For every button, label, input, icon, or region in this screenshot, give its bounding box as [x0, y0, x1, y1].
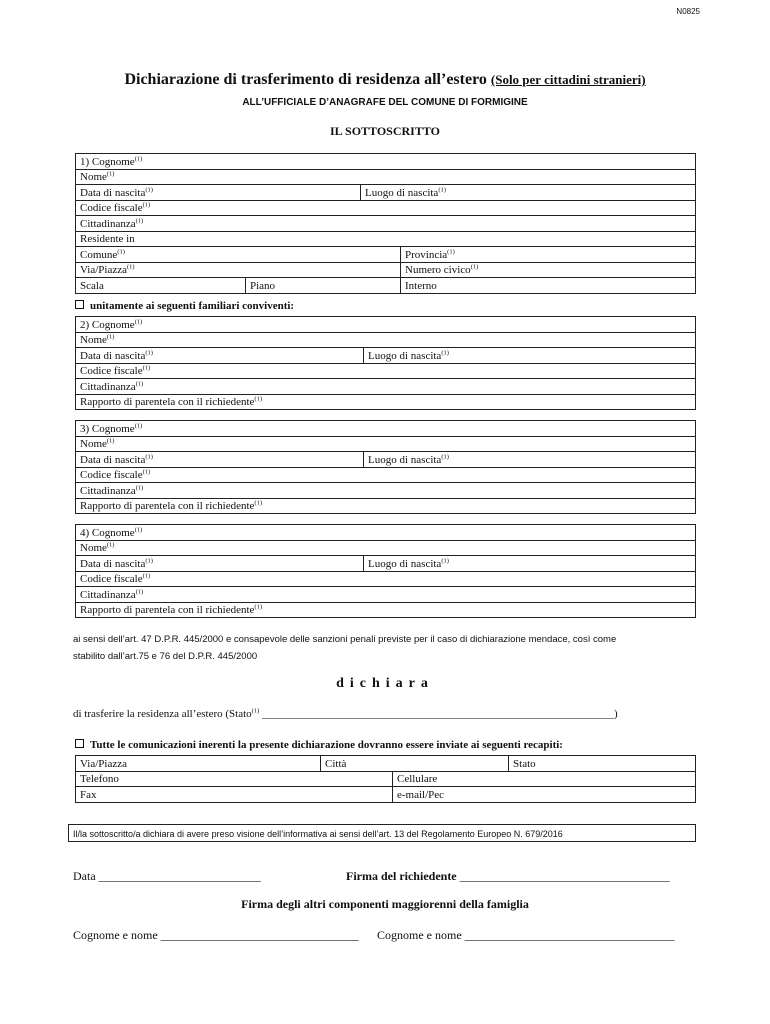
firma-altri-heading: Firma degli altri componenti maggiorenni della famiglia	[241, 897, 529, 911]
field-telefono[interactable]: Telefono	[76, 771, 393, 787]
field-via-piazza[interactable]: Via/Piazza	[76, 756, 321, 772]
field-cognome[interactable]: 3) Cognome$^{(1)}$	[76, 421, 696, 437]
field-via-piazza[interactable]: Via/Piazza$^{(1)}$	[76, 262, 401, 278]
field-fax[interactable]: Fax	[76, 787, 393, 803]
field-codice-fiscale[interactable]: Codice fiscale$^{(1)}$	[76, 467, 696, 483]
data-field[interactable]: Data ___________________________	[73, 869, 261, 883]
checkbox-icon[interactable]	[75, 739, 84, 748]
field-rapporto-parentela[interactable]: Rapporto di parentela con il richiedente$^{(1)}$	[76, 602, 696, 618]
firma-label: Firma del richiedente	[346, 869, 457, 883]
field-nome[interactable]: Nome$^{(1)}$	[76, 332, 696, 348]
field-nome[interactable]: Nome$^{(1)}$	[76, 169, 696, 185]
document-code: N0825	[676, 7, 700, 16]
field-data-nascita[interactable]: Data di nascita$^{(1)}$	[76, 185, 361, 201]
field-interno[interactable]: Interno	[401, 278, 696, 294]
field-codice-fiscale[interactable]: Codice fiscale$^{(1)}$	[76, 571, 696, 587]
member-table-4	[75, 524, 696, 618]
stato-field[interactable]: ________________________________________________________________)	[262, 708, 618, 720]
section-heading-sottoscritto: IL SOTTOSCRITTO	[330, 124, 440, 138]
field-comune[interactable]: Comune$^{(1)}$	[76, 247, 401, 263]
field-codice-fiscale[interactable]: Codice fiscale$^{(1)}$	[76, 200, 696, 216]
field-email[interactable]: e-mail/Pec	[393, 787, 696, 803]
field-luogo-nascita[interactable]: Luogo di nascita$^{(1)}$	[361, 185, 696, 201]
cognome-nome-field-1[interactable]: Cognome e nome _________________________________	[73, 928, 359, 942]
applicant-table	[75, 153, 696, 294]
field-cittadinanza[interactable]: Cittadinanza$^{(1)}$	[76, 379, 696, 395]
field-piano[interactable]: Piano	[246, 278, 401, 294]
field-luogo-nascita[interactable]: Luogo di nascita$^{(1)}$	[364, 452, 696, 468]
field-data-nascita[interactable]: Data di nascita$^{(1)}$	[76, 348, 364, 364]
field-cittadinanza[interactable]: Cittadinanza$^{(1)}$	[76, 216, 696, 232]
legal-line-2: stabilito dall’art.75 e 76 del D.P.R. 445/2000	[73, 651, 258, 662]
firma-richiedente	[346, 869, 670, 884]
field-scala[interactable]: Scala	[76, 278, 246, 294]
field-codice-fiscale[interactable]: Codice fiscale$^{(1)}$	[76, 363, 696, 379]
field-provincia[interactable]: Provincia$^{(1)}$	[401, 247, 696, 263]
field-cognome[interactable]: 4) Cognome$^{(1)}$	[76, 525, 696, 541]
familiari-heading: unitamente ai seguenti familiari conviventi:	[75, 300, 294, 312]
member-table-2	[75, 316, 696, 410]
member-table-3	[75, 420, 696, 514]
label-residente: Residente in	[76, 231, 696, 247]
field-cognome[interactable]: 1) Cognome$^{(1)}$	[76, 154, 696, 170]
title-main: Dichiarazione di trasferimento di residenza all’estero	[124, 71, 487, 88]
cognome-nome-field-2[interactable]: Cognome e nome ___________________________________	[377, 928, 675, 942]
checkbox-icon[interactable]	[75, 300, 84, 309]
dichiara-heading: dichiara	[336, 676, 434, 691]
field-rapporto-parentela[interactable]: Rapporto di parentela con il richiedente$^{(1)}$	[76, 394, 696, 410]
field-cittadinanza[interactable]: Cittadinanza$^{(1)}$	[76, 483, 696, 499]
field-rapporto-parentela[interactable]: Rapporto di parentela con il richiedente$^{(1)}$	[76, 498, 696, 514]
field-cittadinanza[interactable]: Cittadinanza$^{(1)}$	[76, 587, 696, 603]
firma-line[interactable]: ___________________________________	[459, 869, 670, 883]
privacy-statement: Il/la sottoscritto/a dichiara di avere preso visione dell’informativa ai sensi dell’art. 13 del Regolamento Europeo N. 679/2016	[68, 824, 696, 842]
field-cognome[interactable]: 2) Cognome$^{(1)}$	[76, 317, 696, 333]
legal-statement	[73, 631, 703, 665]
field-numero-civico[interactable]: Numero civico$^{(1)}$	[401, 262, 696, 278]
field-citta[interactable]: Città	[321, 756, 509, 772]
field-data-nascita[interactable]: Data di nascita$^{(1)}$	[76, 556, 364, 572]
field-nome[interactable]: Nome$^{(1)}$	[76, 436, 696, 452]
field-luogo-nascita[interactable]: Luogo di nascita$^{(1)}$	[364, 348, 696, 364]
field-cellulare[interactable]: Cellulare	[393, 771, 696, 787]
page-title	[0, 71, 770, 89]
field-nome[interactable]: Nome$^{(1)}$	[76, 540, 696, 556]
contacts-table	[75, 755, 696, 803]
field-data-nascita[interactable]: Data di nascita$^{(1)}$	[76, 452, 364, 468]
title-sub: (Solo per cittadini stranieri)	[490, 72, 646, 87]
transfer-statement: di trasferire la residenza all’estero (Stato$^{(1)}$ ________________________________________________________________)	[73, 707, 618, 720]
addressee: ALL’UFFICIALE D’ANAGRAFE DEL COMUNE DI FORMIGINE	[242, 97, 528, 108]
field-stato[interactable]: Stato	[509, 756, 696, 772]
comunicazioni-heading: Tutte le comunicazioni inerenti la presente dichiarazione dovranno essere inviate ai seguenti recapiti:	[75, 739, 563, 751]
field-luogo-nascita[interactable]: Luogo di nascita$^{(1)}$	[364, 556, 696, 572]
legal-line-1: ai sensi dell’art. 47 D.P.R. 445/2000 e consapevole delle sanzioni penali previste per il caso di dichiarazione mendace, così come	[73, 634, 617, 645]
